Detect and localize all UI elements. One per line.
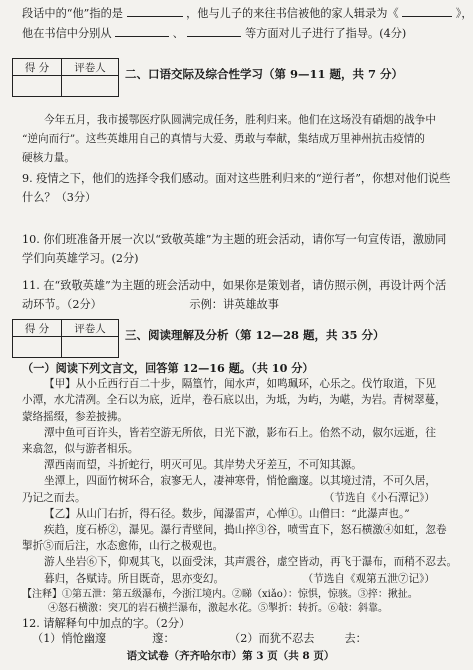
question-11: 11. 在“致敬英雄”为主题的班会活动中，如果你是策划者，请仿照示例，再设计两个活 [22, 279, 447, 292]
grader-cell[interactable] [62, 337, 119, 358]
question-12-item-1: （1）悄怆幽邃 [32, 631, 107, 645]
section-2-title: 二、口语交际及综合性学习（第 9—11 题，共 7 分） [125, 67, 404, 81]
passage-source: （节选自《观第五泄⑦记》） [302, 572, 435, 585]
section-3-title: 三、阅读理解及分析（第 12—28 题，共 35 分） [125, 328, 385, 342]
passage-jia-line [22, 490, 443, 506]
part-1-heading: （一）阅读下列文言文，回答第 12—16 题。（共 10 分） [22, 361, 314, 375]
passage-yi-line: 掣折⑤而后注，水态愈佈，山行之极观也。 [22, 540, 224, 553]
passage-source: （节选自《小石潭记》） [323, 491, 435, 504]
question-text: 段话中的“他”指的是 [22, 7, 123, 20]
question-9-cont: 什么？（3分） [22, 191, 97, 204]
answer-blank[interactable] [115, 26, 169, 37]
passage-yi-line: 疾趋，度石桥②，瀑见。瀑行青壁间，搗山捽③谷，喷雪直下，怒石横激④如虹，忽卷 [44, 524, 447, 536]
score-header: 得 分 [13, 59, 62, 76]
passage-jia-line: 坐潭上，四面竹树环合，寂寥无人，凄神寒骨，悄怆幽邃。以其境过清，不可久居， [44, 475, 436, 488]
passage-jia-line: 小潭，水尤清冽。全石以为底，近岸，卷石底以出，为坻，为屿，为嵁，为岩。青树翠蔓， [22, 394, 446, 407]
question-12-items [22, 631, 443, 647]
question-12: 12. 请解释句中加点的字。（2分） [22, 616, 191, 630]
passage-text: 乃记之而去。 [22, 491, 86, 504]
question-12-item-1-key: 邃： [152, 631, 175, 645]
annotation-line: ④怒石横激：突兀的岩石横拦瀑布，激起水花。⑤掣折：转折。⑥敧：斜靠。 [48, 603, 388, 615]
passage-jia-line: 潭西南而望，斗折蛇行，明灭可见。其岸势犬牙差互，不可知其源。 [44, 459, 362, 472]
answer-blank[interactable] [187, 26, 241, 37]
passage-jia-line: 潭中鱼可百许头，皆若空游无所依，日光下澈，影布石上。佁然不动，俶尔远逝，往 [44, 426, 436, 439]
question-example: 示例：讲英雄故事 [189, 298, 279, 311]
score-box-section-2 [12, 58, 119, 97]
passage-yi-line [22, 571, 443, 587]
score-cell[interactable] [13, 337, 62, 358]
question-9: 9. 疫情之下，他们的选择令我们感动。面对这些胜利归来的“逆行者”，你想对他们说些 [22, 172, 451, 185]
answer-blank[interactable] [402, 6, 452, 17]
score-box-section-3 [12, 319, 119, 358]
question-10: 10. 你们班准备开展一次以“致敬英雄”为主题的班会活动，请你写一句宣传语，激励同 [22, 233, 447, 246]
passage-jia-line: 来翕忽，似与游者相乐。 [22, 443, 139, 455]
passage-line: “逆向而行”。这些英雄用自己的真情与大爱、勇敢与奉献，集结成万里神州抗击疫情的 [22, 133, 425, 145]
passage-text: 暮归，各赋诗。所目既奇，思亦变幻。 [44, 572, 225, 585]
question-text: ，他与儿子的来往书信被他的家人辑录为《 [186, 7, 399, 20]
question-12-item-2-key: 去： [344, 631, 367, 645]
passage-line: 今年五月，我市援鄂医疗队圆满完成任务，胜利归来。他们在这场没有硝烟的战争中 [44, 114, 436, 126]
question-text: 》， [455, 7, 473, 20]
score-header: 得 分 [13, 320, 62, 337]
question-11-cont [22, 297, 443, 313]
question-text: 、 [172, 27, 184, 40]
passage-yi-line: 游人坐岩⑥下，仰观其飞，以面受沫，其声震谷，虚空皆动，再飞于瀑布，而稍不忍去。 [44, 556, 458, 569]
passage-jia-line: 【甲】从小丘西行百二十步，隔篁竹，闻水声，如鸣珮环，心乐之。伐竹取道，下见 [44, 378, 436, 391]
grader-cell[interactable] [62, 76, 119, 97]
score-cell[interactable] [13, 76, 62, 97]
question-8-line-1 [22, 6, 473, 22]
question-text: 等方面对儿子进行了指导。(4分) [244, 27, 407, 40]
answer-blank[interactable] [127, 6, 183, 17]
question-text: 他在书信中分别从 [22, 27, 112, 40]
question-text: 动环节。（2分） [22, 298, 102, 311]
passage-yi-line: 【乙】从山门右折，得石径。数步，闻瀑雷声，心惮①。山僧曰：“此瀑声也。” [44, 507, 410, 520]
annotation-line: 【注释】①第五泄：第五级瀑布，今浙江境内。②睇（xiǎo）：惊惧，惊骇。③捽：揪扯。 [22, 588, 418, 600]
grader-header: 评卷人 [62, 59, 119, 76]
question-10-cont: 学们向英雄学习。(2分) [22, 252, 139, 265]
page-footer: 语文试卷（齐齐哈尔市）第 3 页（共 8 页） [126, 650, 335, 662]
passage-line: 硬核力量。 [22, 152, 75, 164]
question-8-line-2 [22, 26, 443, 42]
grader-header: 评卷人 [62, 320, 119, 337]
passage-jia-line: 蒙络摇缀，参差披拂。 [22, 410, 128, 423]
question-12-item-2: （2）而犹不忍去 [234, 631, 315, 645]
